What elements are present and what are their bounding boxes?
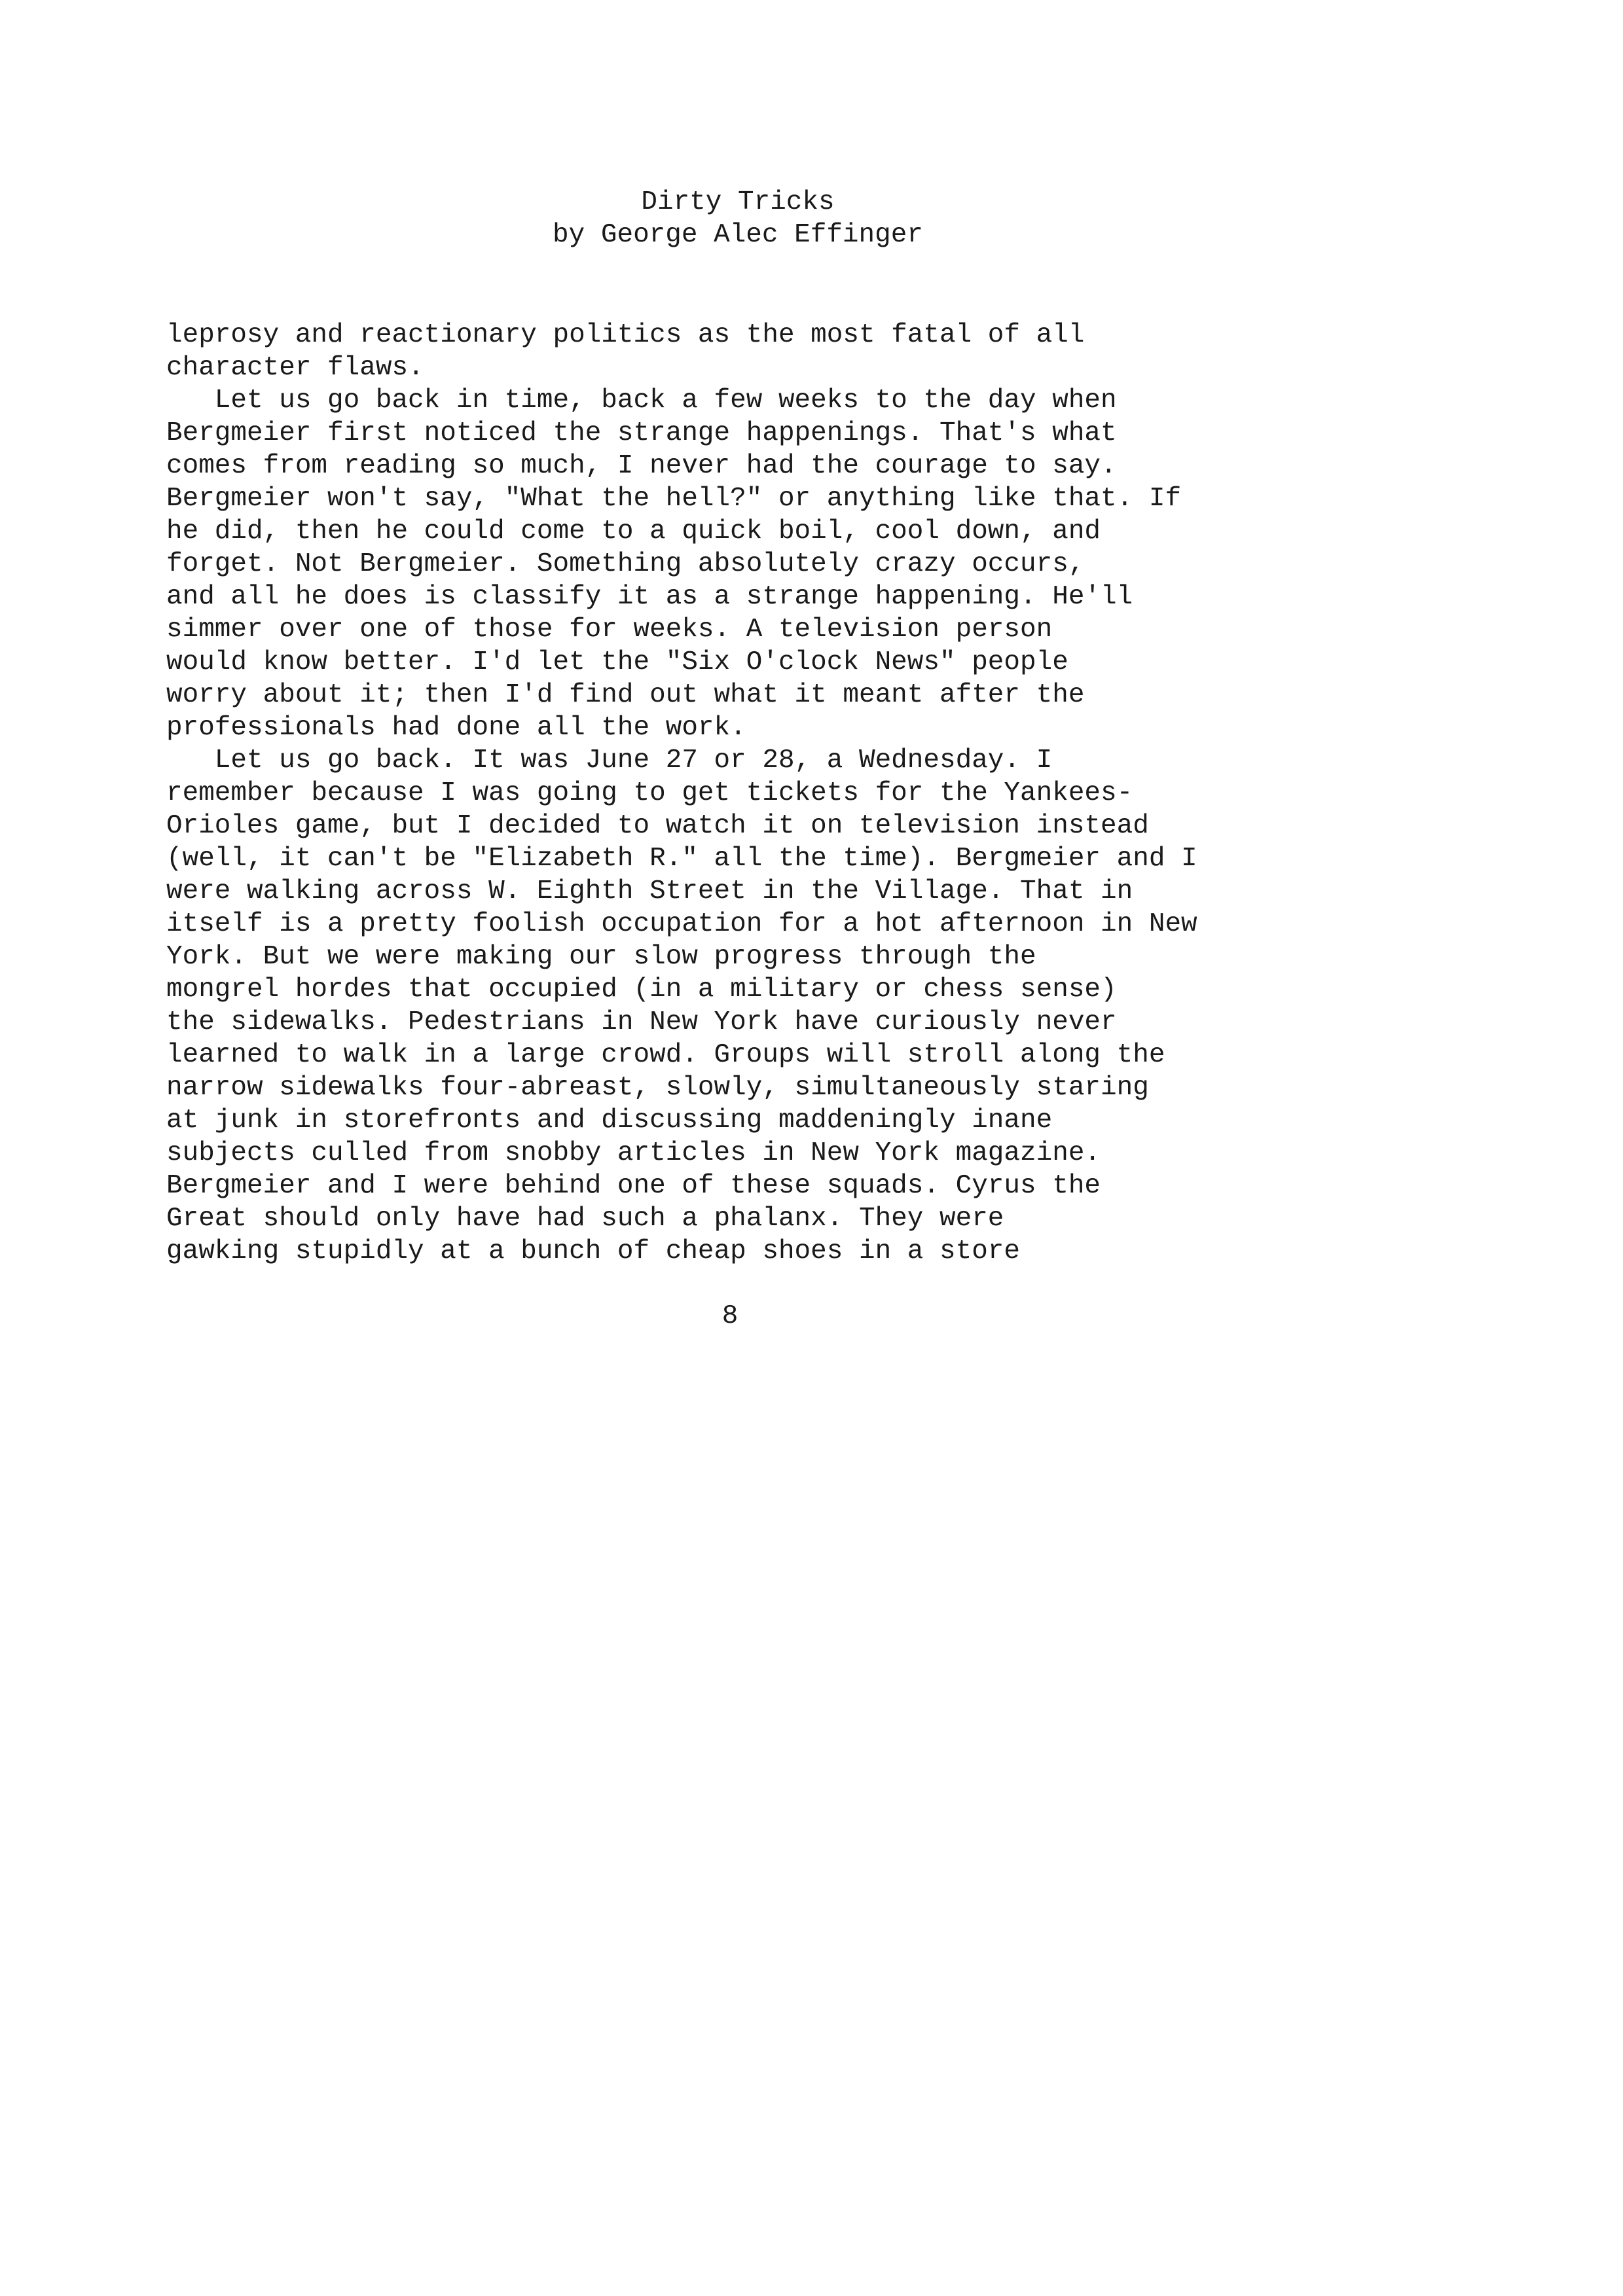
text-line: would know better. I'd let the "Six O'clock News" people bbox=[166, 647, 1068, 677]
text-line: itself is a pretty foolish occupation for a hot afternoon in New bbox=[166, 909, 1197, 939]
text-line: Let us go back in time, back a few weeks to the day when bbox=[166, 386, 1117, 416]
text-line: remember because I was going to get tickets for the Yankees- bbox=[166, 778, 1133, 808]
text-line: Bergmeier first noticed the strange happenings. That's what bbox=[166, 418, 1117, 448]
text-line: professionals had done all the work. bbox=[166, 713, 746, 743]
text-line: subjects culled from snobby articles in New York magazine. bbox=[166, 1138, 1101, 1168]
text-line: at junk in storefronts and discussing maddeningly inane bbox=[166, 1105, 1053, 1136]
text-line: narrow sidewalks four-abreast, slowly, simultaneously staring bbox=[166, 1073, 1149, 1103]
text-line: simmer over one of those for weeks. A television person bbox=[166, 615, 1053, 645]
text-line: mongrel hordes that occupied (in a military or chess sense) bbox=[166, 975, 1117, 1005]
text-line: character flaws. bbox=[166, 353, 424, 383]
text-line: and all he does is classify it as a strange happening. He'll bbox=[166, 582, 1133, 612]
text-line: (well, it can't be "Elizabeth R." all the time). Bergmeier and I bbox=[166, 844, 1197, 874]
text-line: Great should only have had such a phalanx. They were bbox=[166, 1204, 1004, 1234]
text-line: the sidewalks. Pedestrians in New York have curiously never bbox=[166, 1007, 1117, 1037]
text-line: learned to walk in a large crowd. Groups will stroll along the bbox=[166, 1040, 1165, 1070]
text-line: he did, then he could come to a quick boil, cool down, and bbox=[166, 516, 1101, 547]
story-title: Dirty Tricks bbox=[641, 187, 835, 217]
text-line: were walking across W. Eighth Street in the Village. That in bbox=[166, 876, 1133, 906]
text-line: gawking stupidly at a bunch of cheap shoes in a store bbox=[166, 1236, 1021, 1266]
text-line: comes from reading so much, I never had the courage to say. bbox=[166, 451, 1117, 481]
text-line: Orioles game, but I decided to watch it on television instead bbox=[166, 811, 1149, 841]
page-header bbox=[0, 186, 1476, 251]
text-line: worry about it; then I'd find out what it meant after the bbox=[166, 680, 1085, 710]
text-line: Let us go back. It was June 27 or 28, a Wednesday. I bbox=[166, 745, 1053, 776]
story-byline: by George Alec Effinger bbox=[553, 220, 923, 250]
body-text bbox=[166, 319, 1476, 1268]
text-line: forget. Not Bergmeier. Something absolutely crazy occurs, bbox=[166, 549, 1085, 579]
text-line: York. But we were making our slow progress through the bbox=[166, 942, 1036, 972]
text-line: leprosy and reactionary politics as the most fatal of all bbox=[166, 320, 1085, 350]
page-number: 8 bbox=[721, 1301, 739, 1331]
text-line: Bergmeier and I were behind one of these squads. Cyrus the bbox=[166, 1171, 1101, 1201]
text-line: Bergmeier won't say, "What the hell?" or anything like that. If bbox=[166, 484, 1182, 514]
